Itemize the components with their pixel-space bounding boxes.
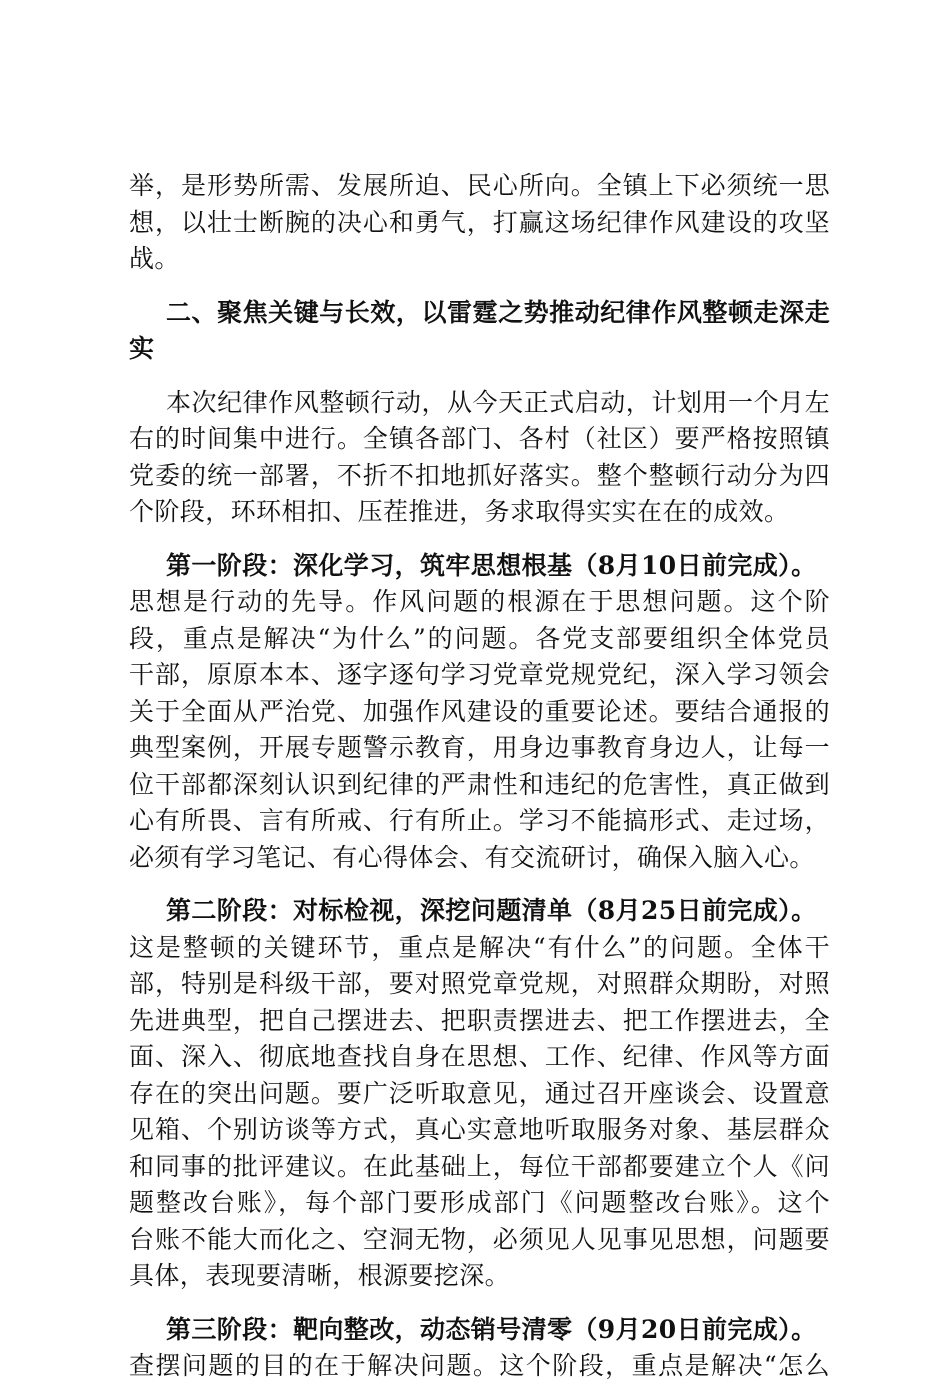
stage-title: 第二阶段：对标检视，深挖问题清单（8月25日前完成）。 [166,896,817,925]
text-line: 典型案例，开展专题警示教育，用身边事教育身边人，让每一 [129,733,830,762]
text-line: 思想是行动的先导。作风问题的根源在于思想问题。这个阶 [129,587,830,616]
text-line: 个阶段，环环相扣、压茬推进，务求取得实实在在的成效。 [129,497,790,526]
text-line: 心有所畏、言有所戒、行有所止。学习不能搞形式、走过场， [129,806,830,835]
text-line: 台账不能大而化之、空洞无物，必须见人见事见思想，问题要 [129,1224,830,1254]
paragraph-continuation [129,168,830,278]
section-heading [129,295,830,368]
text-line: 具体，表现要清晰，根源要挖深。 [129,1261,511,1290]
text-line: 右的时间集中进行。全镇各部门、各村（社区）要严格按照镇 [129,424,830,453]
text-line: 这是整顿的关键环节，重点是解决“有什么”的问题。全体干 [129,932,830,962]
paragraph-stage-2 [129,893,830,1295]
text-line: 关于全面从严治党、加强作风建设的重要论述。要结合通报的 [129,696,830,726]
stage-title: 第一阶段：深化学习，筑牢思想根基（8月10日前完成）。 [166,550,817,580]
document-page [129,168,830,1385]
text-line: 部，特别是科级干部，要对照党章党规，对照群众期盼，对照 [129,969,830,998]
stage-title: 第三阶段：靶向整改，动态销号清零（9月20日前完成）。 [166,1314,817,1344]
paragraph-intro [129,385,830,531]
text-line: 面、深入、彻底地查找自身在思想、工作、纪律、作风等方面 [129,1042,830,1071]
paragraph-gap [129,531,830,548]
text-line: 本次纪律作风整顿行动，从今天正式启动，计划用一个月左 [166,387,830,417]
text-line: 想，以壮士断腕的决心和勇气，打赢这场纪律作风建设的攻坚 [129,207,830,237]
text-line: 举，是形势所需、发展所迫、民心所向。全镇上下必须统一思 [129,171,830,200]
heading-line: 二、聚焦关键与长效，以雷霆之势推动纪律作风整顿走深走 [166,297,830,327]
paragraph-stage-1 [129,548,830,877]
paragraph-gap [129,278,830,295]
paragraph-gap [129,368,830,385]
text-line: 和同事的批评建议。在此基础上，每位干部都要建立个人《问 [129,1151,830,1181]
text-line: 干部，原原本本、逐字逐句学习党章党规党纪，深入学习领会 [129,660,830,689]
paragraph-stage-3 [129,1312,830,1385]
text-line: 存在的突出问题。要广泛听取意见，通过召开座谈会、设置意 [129,1078,830,1108]
text-line: 战。 [129,244,180,273]
text-line: 先进典型，把自己摆进去、把职责摆进去、把工作摆进去，全 [129,1005,830,1035]
text-line: 段，重点是解决“为什么”的问题。各党支部要组织全体党员 [129,623,830,653]
text-line: 查摆问题的目的在于解决问题。这个阶段，重点是解决“怎么 [129,1351,830,1380]
text-line: 见箱、个别访谈等方式，真心实意地听取服务对象、基层群众 [129,1115,830,1144]
text-line: 必须有学习笔记、有心得体会、有交流研讨，确保入脑入心。 [129,842,815,872]
text-line: 题整改台账》，每个部门要形成部门《问题整改台账》。这个 [129,1188,830,1217]
paragraph-gap [129,876,830,893]
paragraph-gap [129,1295,830,1312]
text-line: 党委的统一部署，不折不扣地抓好落实。整个整顿行动分为四 [129,460,830,490]
text-line: 位干部都深刻认识到纪律的严肃性和违纪的危害性，真正做到 [129,769,830,799]
heading-line: 实 [129,334,155,363]
